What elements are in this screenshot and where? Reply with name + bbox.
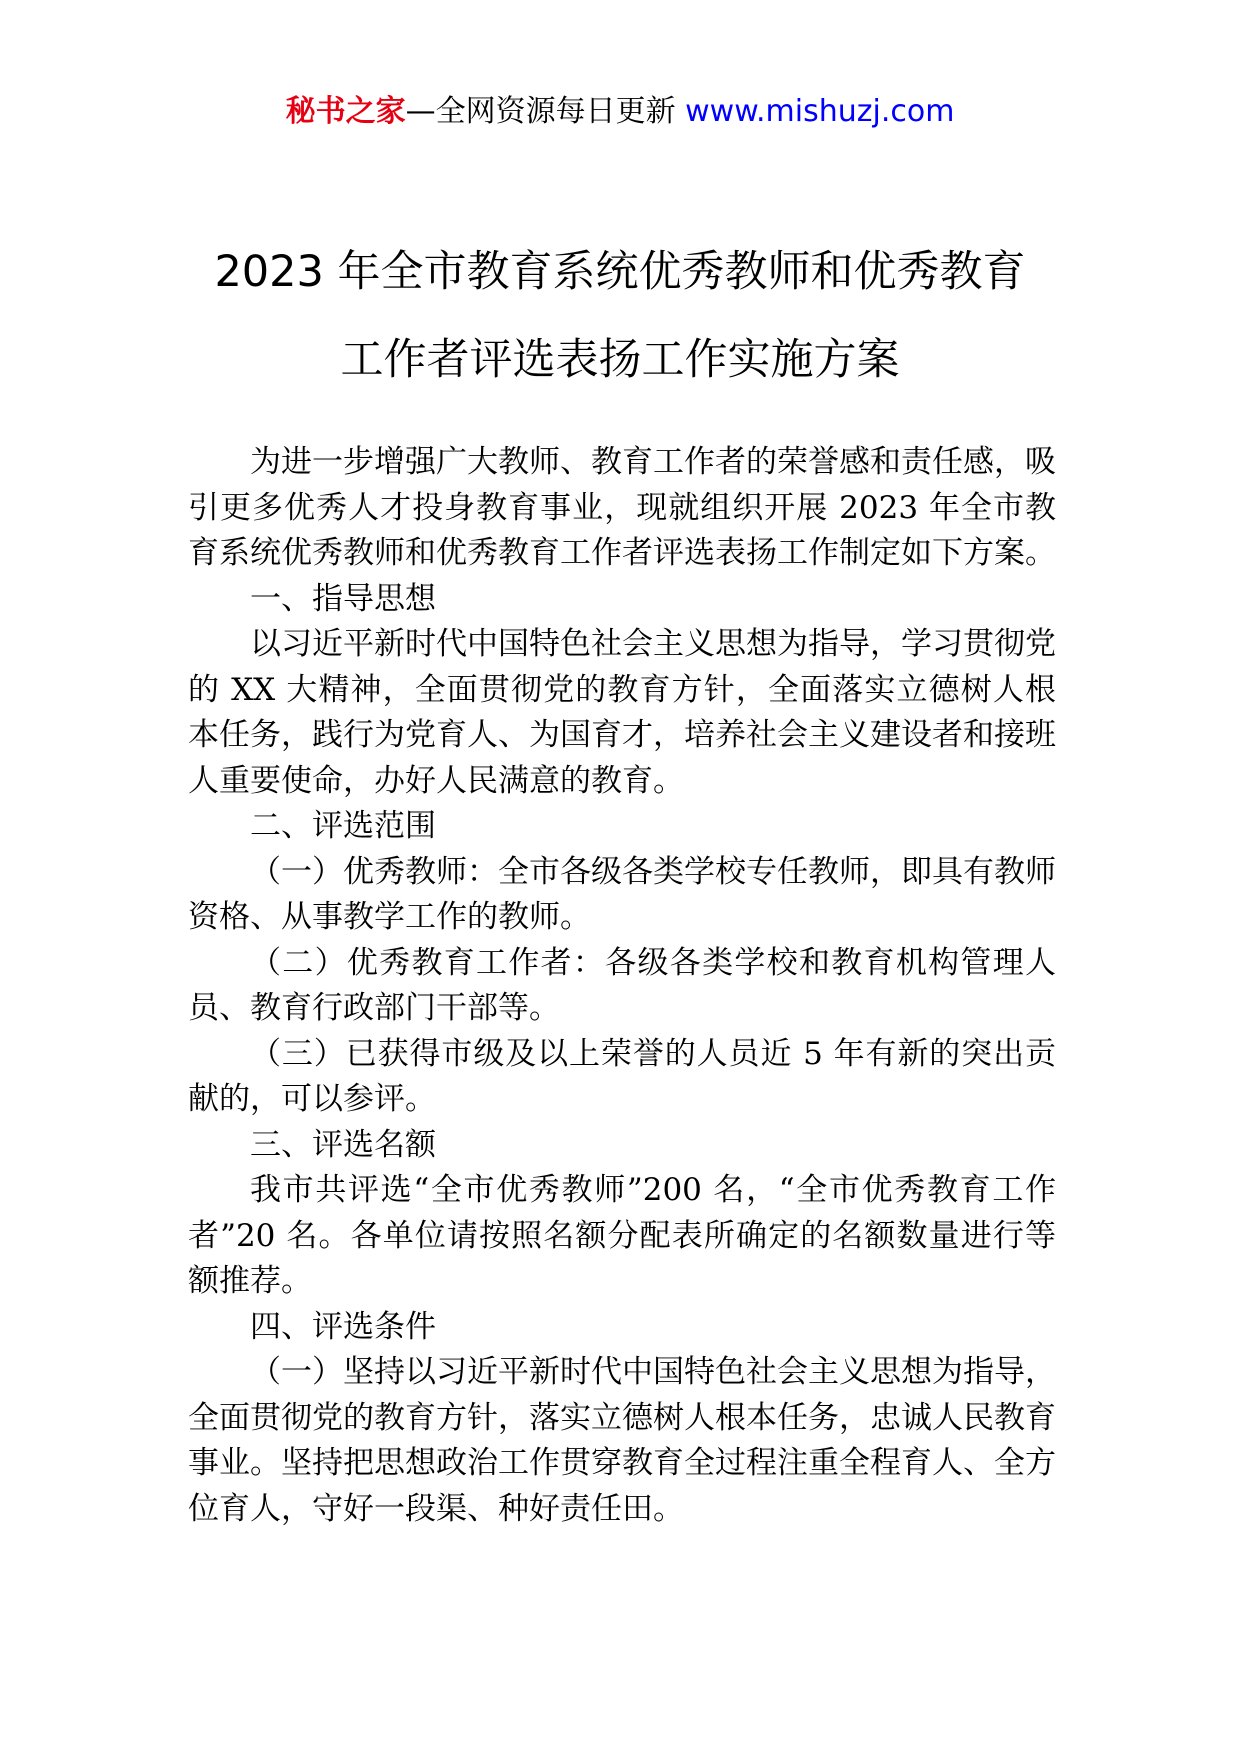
intro-paragraph: 为进一步增强广大教师、教育工作者的荣誉感和责任感，吸引更多优秀人才投身教育事业，现就组织开展 2023 年全市教育系统优秀教师和优秀教育工作者评选表扬工作制定如下方案。	[188, 444, 1056, 571]
scope-item-previous-honorees: （三）已获得市级及以上荣誉的人员近 5 年有新的突出贡献的，可以参评。	[188, 1035, 1056, 1117]
document-body	[188, 440, 1056, 1532]
section-heading-selection-scope: 二、评选范围	[250, 808, 436, 844]
scope-item-excellent-teachers: （一）优秀教师：全市各级各类学校专任教师，即具有教师资格、从事教学工作的教师。	[188, 853, 1056, 935]
title-line-2: 工作者评选表扬工作实施方案	[340, 335, 900, 385]
section-heading-quota: 三、评选名额	[250, 1126, 436, 1163]
scope-item-excellent-workers: （二）优秀教育工作者：各级各类学校和教育机构管理人员、教育行政部门干部等。	[188, 944, 1056, 1026]
section-heading-criteria: 四、评选条件	[250, 1308, 436, 1345]
document-title	[0, 228, 1240, 404]
title-line-1: 2023 年全市教育系统优秀教师和优秀教育	[214, 247, 1026, 297]
header-slogan: —全网资源每日更新	[405, 94, 686, 129]
brand-name: 秘书之家	[285, 94, 406, 129]
site-header	[0, 92, 1240, 132]
guiding-ideology-paragraph: 以习近平新时代中国特色社会主义思想为指导，学习贯彻党的 XX 大精神，全面贯彻党的教育方针，全面落实立德树人根本任务，践行为党育人、为国育才，培养社会主义建设者和接班人重要使命，办好人民满意的教育。	[188, 626, 1056, 799]
section-heading-guiding-ideology: 一、指导思想	[250, 580, 436, 617]
quota-paragraph: 我市共评选“全市优秀教师”200 名，“全市优秀教育工作者”20 名。各单位请按照名额分配表所确定的名额数量进行等额推荐。	[188, 1172, 1056, 1299]
site-url-link[interactable]: www.mishuzj.com	[685, 94, 955, 129]
criteria-item-1: （一）坚持以习近平新时代中国特色社会主义思想为指导，全面贯彻党的教育方针，落实立德树人根本任务，忠诚人民教育事业。坚持把思想政治工作贯穿教育全过程注重全程育人、全方位育人，守好一段渠、种好责任田。	[188, 1354, 1056, 1527]
